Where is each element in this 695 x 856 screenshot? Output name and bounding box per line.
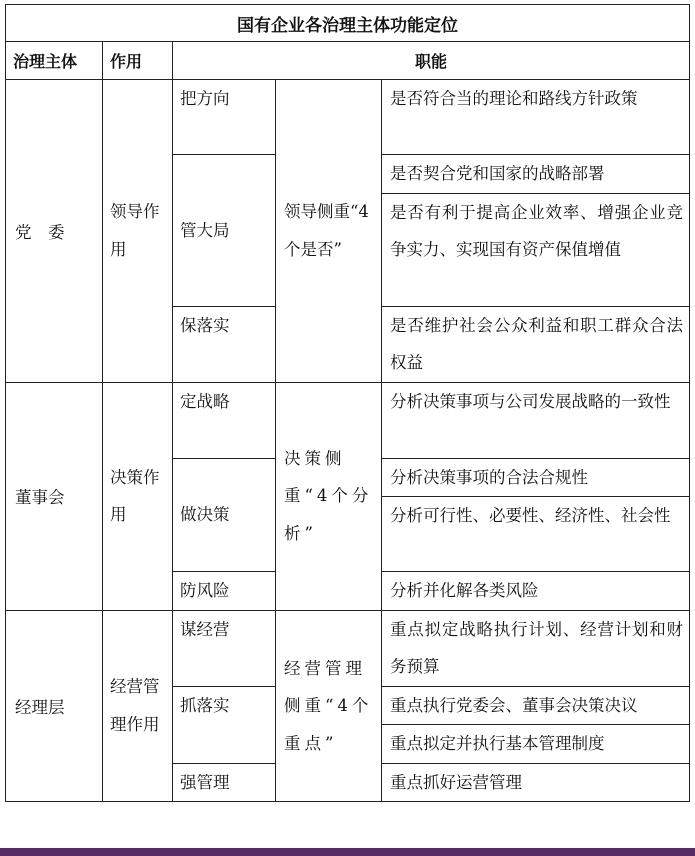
duty-party-3: 是否有利于提高企业效率、增强企业竞争实力、实现国有资产保值增值 [382, 193, 690, 306]
duty-management-4: 重点抓好运营管理 [382, 763, 690, 802]
focus-board: 决策侧重“4个分析” [276, 382, 382, 610]
header-duties: 职能 [173, 42, 690, 80]
duty-management-2: 重点执行党委会、董事会决策决议 [382, 686, 690, 725]
duty-management-1: 重点拟定战略执行计划、经营计划和财务预算 [382, 610, 690, 686]
subject-management: 经理层 [6, 610, 103, 802]
focus-management: 经营管理侧重“4个重点” [276, 610, 382, 802]
duty-party-4: 是否维护社会公众利益和职工群众合法权益 [382, 306, 690, 382]
bottom-accent-bar [0, 848, 695, 856]
role-board: 决策作用 [103, 382, 173, 610]
duty-management-3: 重点拟定并执行基本管理制度 [382, 725, 690, 764]
role-party: 领导作用 [103, 80, 173, 383]
duty-board-4: 分析并化解各类风险 [382, 572, 690, 611]
function-management-1: 谋经营 [173, 610, 276, 686]
focus-party: 领导侧重“4个是否” [276, 80, 382, 383]
function-management-3: 强管理 [173, 763, 276, 802]
governance-table [5, 4, 690, 802]
subject-board: 董事会 [6, 382, 103, 610]
header-subject: 治理主体 [6, 42, 103, 80]
duty-party-2: 是否契合党和国家的战略部署 [382, 155, 690, 194]
function-board-2: 做决策 [173, 458, 276, 572]
function-board-1: 定战略 [173, 382, 276, 458]
duty-board-1: 分析决策事项与公司发展战略的一致性 [382, 382, 690, 458]
function-board-3: 防风险 [173, 572, 276, 611]
table-title: 国有企业各治理主体功能定位 [6, 5, 690, 42]
duty-party-1: 是否符合当的理论和路线方针政策 [382, 80, 690, 155]
role-management: 经营管理作用 [103, 610, 173, 802]
header-role: 作用 [103, 42, 173, 80]
function-party-1: 把方向 [173, 80, 276, 155]
duty-board-3: 分析可行性、必要性、经济性、社会性 [382, 497, 690, 572]
function-party-2: 管大局 [173, 155, 276, 307]
duty-board-2: 分析决策事项的合法合规性 [382, 458, 690, 497]
function-management-2: 抓落实 [173, 686, 276, 763]
function-party-3: 保落实 [173, 306, 276, 382]
subject-party: 党 委 [6, 80, 103, 383]
